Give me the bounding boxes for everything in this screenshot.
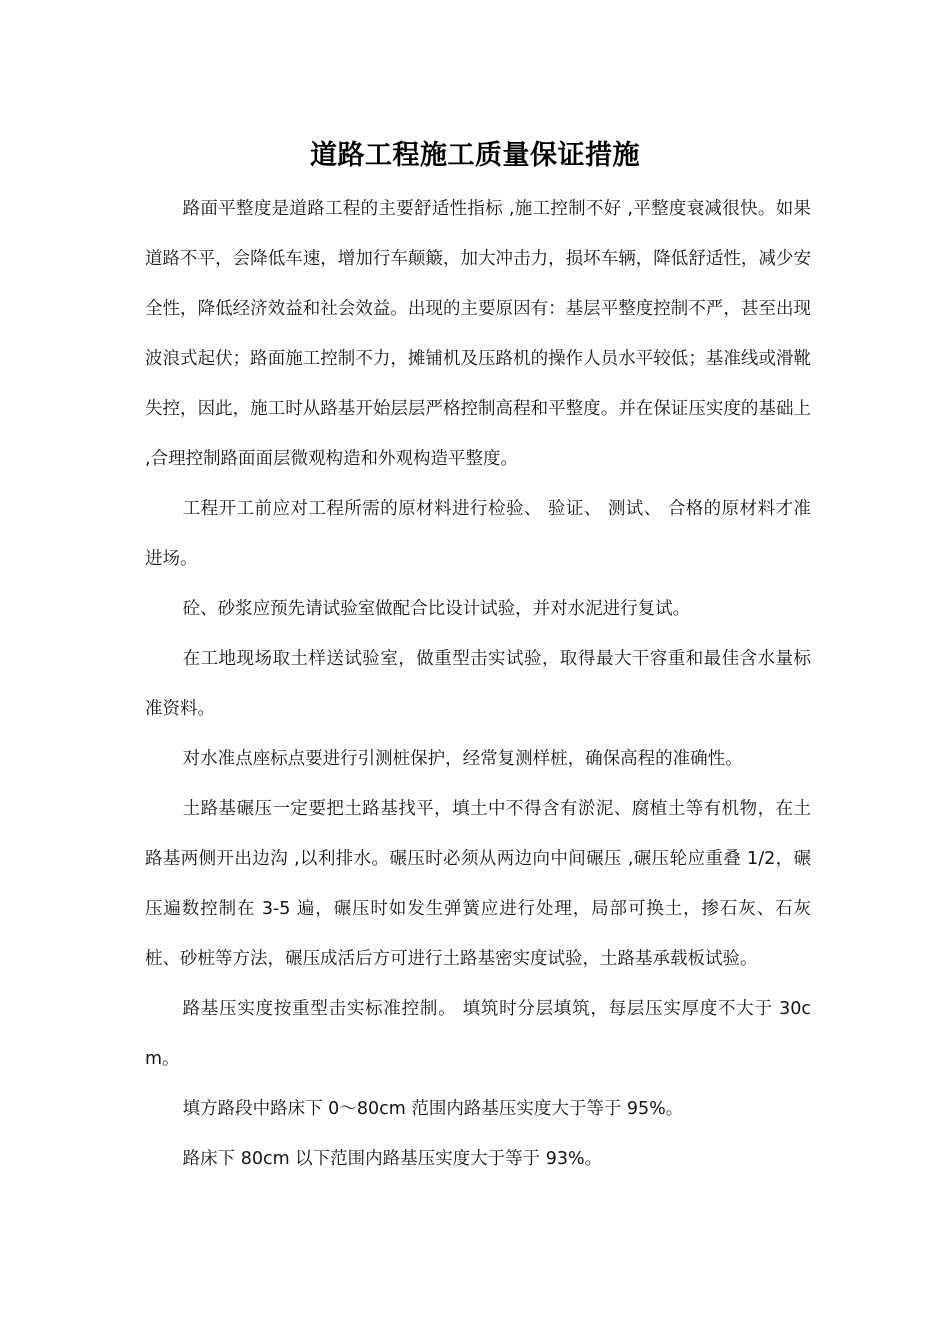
paragraph-road-smoothness: 路面平整度是道路工程的主要舒适性指标 ,施工控制不好 ,平整度衰减很快。如果道路不平，会降低车速，增加行车颠簸，加大冲击力，损坏车辆，降低舒适性，减少安全性，降低经济效益和社会效益。出现的主要原因有：基层平整度控制不严，甚至出现波浪式起伏；路面施工控制不力，摊铺机及压路机的操作人员水平较低；基准线或滑靴失控，因此，施工时从路基开始层层严格控制高程和平整度。并在保证压实度的基础上 ,合理控制路面面层微观构造和外观构造平整度。 — [145, 199, 811, 469]
paragraph-material-inspection: 工程开工前应对工程所需的原材料进行检验、 验证、 测试、 合格的原材料才准进场。 — [145, 499, 811, 569]
paragraph-benchmark-protection: 对水准点座标点要进行引测桩保护，经常复测样桩，确保高程的准确性。 — [182, 749, 743, 769]
paragraph-below-80cm: 路床下 80cm 以下范围内路基压实度大于等于 93%。 — [182, 1149, 603, 1169]
document-body — [145, 184, 811, 1184]
paragraph-subgrade-compaction: 土路基碾压一定要把土路基找平，填土中不得含有淤泥、腐植土等有机物，在土路基两侧开出边沟 ,以利排水。碾压时必须从两边向中间碾压 ,碾压轮应重叠 1/2，碾压遍数控制在 3-5 遍，碾压时如发生弹簧应进行处理，局部可换土，掺石灰、石灰桩、砂桩等方法，碾压成活后方可进行土路基密实度试验，土路基承载板试验。 — [145, 799, 811, 969]
paragraph-soil-sampling: 在工地现场取土样送试验室，做重型击实试验，取得最大干容重和最佳含水量标准资料。 — [145, 649, 811, 719]
document-title: 道路工程施工质量保证措施 — [310, 140, 640, 172]
paragraph-compaction-standard: 路基压实度按重型击实标准控制。 填筑时分层填筑，每层压实厚度不大于 30cm。 — [145, 999, 811, 1069]
paragraph-mix-design: 砼、砂浆应预先请试验室做配合比设计试验，并对水泥进行复试。 — [182, 599, 691, 619]
paragraph-fill-section: 填方路段中路床下 0～80cm 范围内路基压实度大于等于 95%。 — [182, 1099, 684, 1119]
